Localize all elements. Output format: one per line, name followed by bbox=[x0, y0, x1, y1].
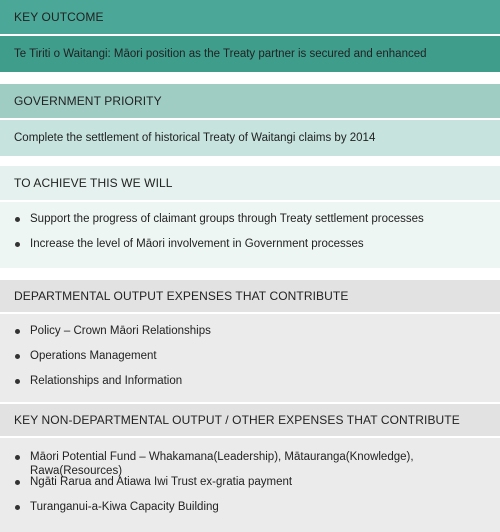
list-item-text: Policy – Crown Māori Relationships bbox=[30, 325, 211, 337]
key-outcome-header-label: KEY OUTCOME bbox=[14, 10, 104, 24]
government-priority-text: Complete the settlement of historical Treaty of Waitangi claims by 2014 bbox=[14, 132, 376, 144]
bullet-icon bbox=[15, 379, 20, 384]
departmental-body bbox=[0, 314, 500, 402]
list-item-text: Māori Potential Fund – Whakamana(Leadership), Mātauranga(Knowledge), Rawa(Resources) bbox=[30, 451, 414, 477]
bullet-icon bbox=[15, 480, 20, 485]
departmental-header bbox=[0, 280, 500, 312]
key-outcome-text: Te Tiriti o Waitangi: Māori position as the Treaty partner is secured and enhanced bbox=[14, 48, 427, 60]
list-item-text: Operations Management bbox=[30, 350, 157, 362]
non-departmental-body bbox=[0, 438, 500, 532]
key-outcome-header bbox=[0, 0, 500, 34]
key-outcome-body bbox=[0, 36, 500, 72]
list-item-text: Ngāti Rarua and Atiawa Iwi Trust ex-gratia payment bbox=[30, 476, 293, 488]
list-item bbox=[14, 475, 500, 500]
list-item bbox=[14, 374, 500, 399]
bullet-icon bbox=[15, 217, 20, 222]
departmental-list bbox=[14, 314, 500, 399]
government-priority-body bbox=[0, 120, 500, 156]
list-item-text: Turanganui-a-Kiwa Capacity Building bbox=[30, 501, 219, 513]
bullet-icon bbox=[15, 242, 20, 247]
list-item bbox=[14, 237, 500, 262]
bullet-icon bbox=[15, 329, 20, 334]
to-achieve-header bbox=[0, 166, 500, 200]
to-achieve-body bbox=[0, 202, 500, 268]
list-item-text: Support the progress of claimant groups through Treaty settlement processes bbox=[30, 213, 424, 225]
bullet-icon bbox=[15, 354, 20, 359]
list-item bbox=[14, 450, 500, 475]
to-achieve-list bbox=[14, 202, 500, 262]
government-priority-header-label: GOVERNMENT PRIORITY bbox=[14, 94, 162, 108]
non-departmental-header-label: KEY NON-DEPARTMENTAL OUTPUT / OTHER EXPENSES THAT CONTRIBUTE bbox=[14, 413, 460, 427]
to-achieve-header-label: TO ACHIEVE THIS WE WILL bbox=[14, 176, 173, 190]
list-item bbox=[14, 212, 500, 237]
non-departmental-list bbox=[14, 438, 500, 525]
list-item-text: Relationships and Information bbox=[30, 375, 183, 387]
list-item-text: Increase the level of Māori involvement in Government processes bbox=[30, 238, 364, 250]
list-item bbox=[14, 349, 500, 374]
government-priority-header bbox=[0, 84, 500, 118]
list-item bbox=[14, 500, 500, 525]
departmental-header-label: DEPARTMENTAL OUTPUT EXPENSES THAT CONTRIBUTE bbox=[14, 289, 349, 303]
list-item bbox=[14, 324, 500, 349]
bullet-icon bbox=[15, 455, 20, 460]
bullet-icon bbox=[15, 505, 20, 510]
non-departmental-header bbox=[0, 404, 500, 436]
